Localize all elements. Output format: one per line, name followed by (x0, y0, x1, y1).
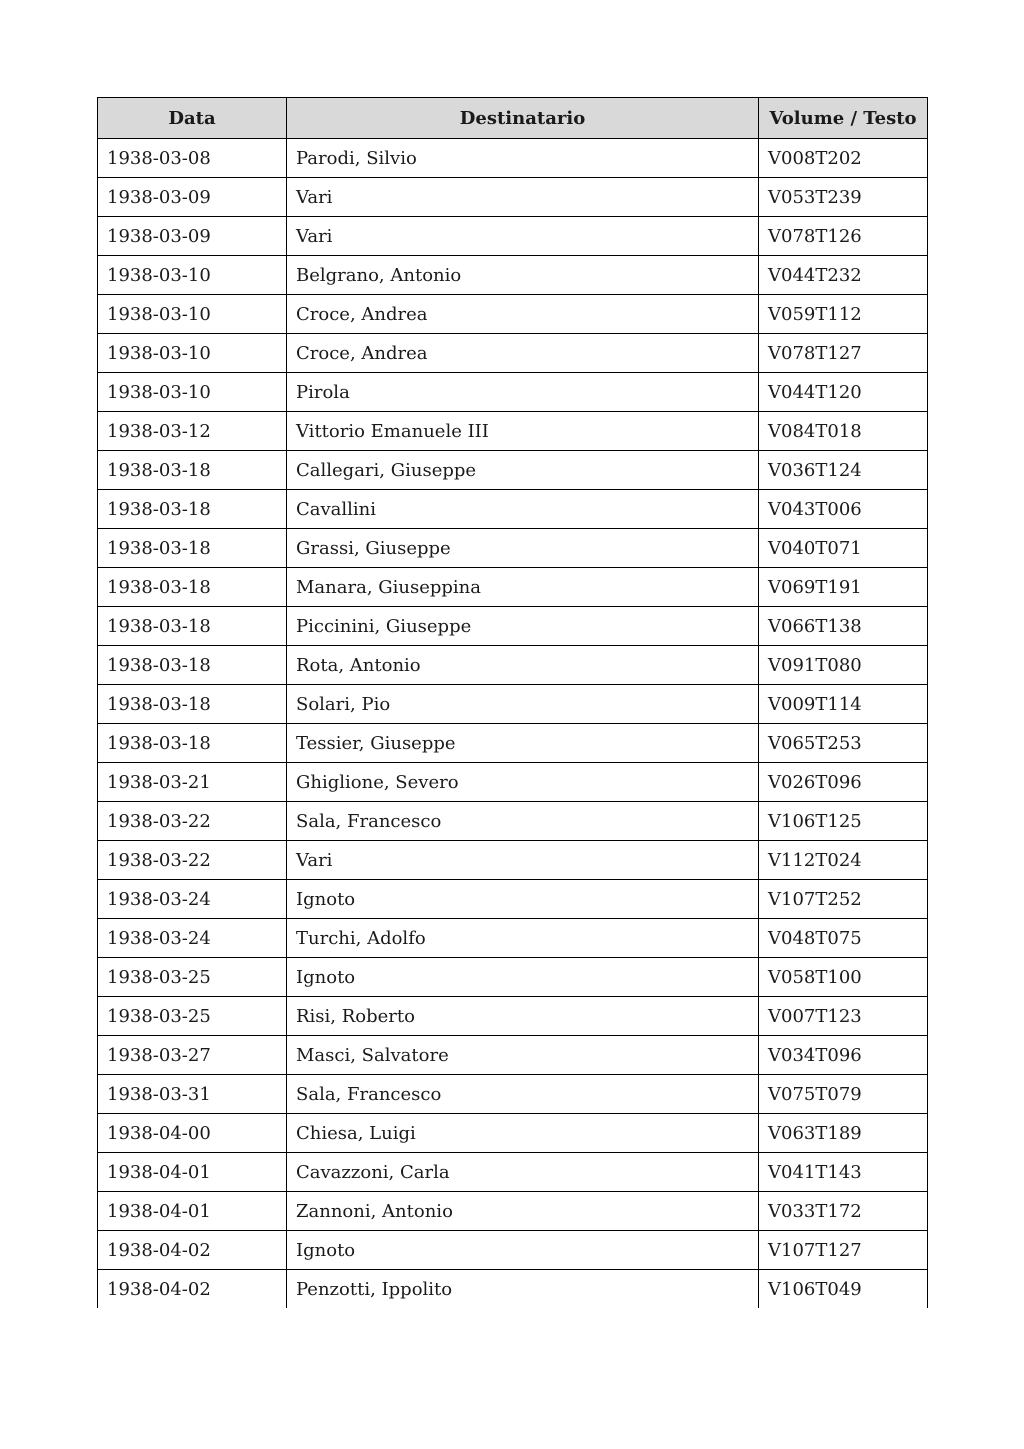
table-row (98, 1114, 928, 1153)
cell-date: 1938-03-18 (98, 607, 287, 646)
cell-destinatario: Vittorio Emanuele III (287, 412, 759, 451)
cell-volume-testo: V009T114 (759, 685, 928, 724)
cell-date: 1938-03-18 (98, 724, 287, 763)
cell-volume-testo: V008T202 (759, 139, 928, 178)
cell-date: 1938-04-02 (98, 1270, 287, 1309)
table-row (98, 139, 928, 178)
header-destinatario: Destinatario (287, 98, 759, 139)
cell-destinatario: Ignoto (287, 1231, 759, 1270)
cell-date: 1938-03-12 (98, 412, 287, 451)
cell-date: 1938-03-18 (98, 646, 287, 685)
cell-destinatario: Solari, Pio (287, 685, 759, 724)
letters-table (97, 97, 928, 1308)
table-header-row (98, 98, 928, 139)
cell-volume-testo: V040T071 (759, 529, 928, 568)
cell-date: 1938-03-31 (98, 1075, 287, 1114)
cell-date: 1938-03-18 (98, 490, 287, 529)
table-row (98, 997, 928, 1036)
cell-destinatario: Turchi, Adolfo (287, 919, 759, 958)
cell-destinatario: Croce, Andrea (287, 334, 759, 373)
cell-volume-testo: V107T252 (759, 880, 928, 919)
cell-destinatario: Risi, Roberto (287, 997, 759, 1036)
table-row (98, 724, 928, 763)
table-row (98, 1153, 928, 1192)
table-row (98, 646, 928, 685)
table-row (98, 763, 928, 802)
cell-volume-testo: V106T049 (759, 1270, 928, 1309)
cell-volume-testo: V078T126 (759, 217, 928, 256)
cell-volume-testo: V065T253 (759, 724, 928, 763)
cell-destinatario: Sala, Francesco (287, 802, 759, 841)
cell-destinatario: Ignoto (287, 958, 759, 997)
table-row (98, 568, 928, 607)
table-row (98, 412, 928, 451)
cell-volume-testo: V044T232 (759, 256, 928, 295)
table-row (98, 880, 928, 919)
table-row (98, 529, 928, 568)
cell-volume-testo: V107T127 (759, 1231, 928, 1270)
cell-date: 1938-03-18 (98, 451, 287, 490)
cell-volume-testo: V063T189 (759, 1114, 928, 1153)
table-row (98, 1036, 928, 1075)
cell-volume-testo: V053T239 (759, 178, 928, 217)
cell-destinatario: Ghiglione, Severo (287, 763, 759, 802)
letters-table-container (97, 97, 927, 1308)
cell-volume-testo: V036T124 (759, 451, 928, 490)
cell-volume-testo: V033T172 (759, 1192, 928, 1231)
cell-date: 1938-03-22 (98, 841, 287, 880)
cell-volume-testo: V069T191 (759, 568, 928, 607)
cell-volume-testo: V041T143 (759, 1153, 928, 1192)
cell-volume-testo: V043T006 (759, 490, 928, 529)
cell-destinatario: Cavallini (287, 490, 759, 529)
cell-destinatario: Manara, Giuseppina (287, 568, 759, 607)
cell-date: 1938-03-21 (98, 763, 287, 802)
cell-volume-testo: V066T138 (759, 607, 928, 646)
cell-destinatario: Masci, Salvatore (287, 1036, 759, 1075)
cell-date: 1938-03-18 (98, 568, 287, 607)
cell-volume-testo: V059T112 (759, 295, 928, 334)
cell-destinatario: Vari (287, 841, 759, 880)
cell-destinatario: Cavazzoni, Carla (287, 1153, 759, 1192)
cell-destinatario: Chiesa, Luigi (287, 1114, 759, 1153)
cell-volume-testo: V091T080 (759, 646, 928, 685)
cell-destinatario: Vari (287, 217, 759, 256)
table-row (98, 334, 928, 373)
table-row (98, 295, 928, 334)
cell-date: 1938-03-24 (98, 880, 287, 919)
cell-date: 1938-03-10 (98, 256, 287, 295)
table-row (98, 1075, 928, 1114)
table-row (98, 217, 928, 256)
cell-volume-testo: V112T024 (759, 841, 928, 880)
cell-date: 1938-03-18 (98, 529, 287, 568)
cell-destinatario: Callegari, Giuseppe (287, 451, 759, 490)
cell-date: 1938-03-08 (98, 139, 287, 178)
table-row (98, 685, 928, 724)
table-row (98, 802, 928, 841)
cell-date: 1938-03-18 (98, 685, 287, 724)
cell-destinatario: Piccinini, Giuseppe (287, 607, 759, 646)
cell-date: 1938-04-00 (98, 1114, 287, 1153)
table-row (98, 1270, 928, 1309)
cell-destinatario: Pirola (287, 373, 759, 412)
table-row (98, 373, 928, 412)
table-row (98, 1231, 928, 1270)
cell-destinatario: Grassi, Giuseppe (287, 529, 759, 568)
cell-volume-testo: V007T123 (759, 997, 928, 1036)
table-row (98, 178, 928, 217)
cell-destinatario: Tessier, Giuseppe (287, 724, 759, 763)
cell-date: 1938-04-01 (98, 1153, 287, 1192)
cell-volume-testo: V078T127 (759, 334, 928, 373)
table-row (98, 256, 928, 295)
cell-date: 1938-03-24 (98, 919, 287, 958)
header-data: Data (98, 98, 287, 139)
cell-volume-testo: V058T100 (759, 958, 928, 997)
cell-volume-testo: V084T018 (759, 412, 928, 451)
cell-destinatario: Ignoto (287, 880, 759, 919)
cell-volume-testo: V075T079 (759, 1075, 928, 1114)
cell-destinatario: Sala, Francesco (287, 1075, 759, 1114)
cell-destinatario: Penzotti, Ippolito (287, 1270, 759, 1309)
cell-date: 1938-04-02 (98, 1231, 287, 1270)
cell-date: 1938-03-22 (98, 802, 287, 841)
cell-destinatario: Rota, Antonio (287, 646, 759, 685)
cell-destinatario: Parodi, Silvio (287, 139, 759, 178)
cell-date: 1938-03-10 (98, 334, 287, 373)
cell-date: 1938-03-10 (98, 373, 287, 412)
cell-volume-testo: V034T096 (759, 1036, 928, 1075)
table-row (98, 958, 928, 997)
cell-volume-testo: V044T120 (759, 373, 928, 412)
cell-volume-testo: V026T096 (759, 763, 928, 802)
cell-destinatario: Vari (287, 178, 759, 217)
cell-date: 1938-03-10 (98, 295, 287, 334)
table-body (98, 139, 928, 1309)
table-row (98, 1192, 928, 1231)
cell-destinatario: Belgrano, Antonio (287, 256, 759, 295)
cell-date: 1938-03-25 (98, 997, 287, 1036)
cell-date: 1938-04-01 (98, 1192, 287, 1231)
cell-date: 1938-03-09 (98, 178, 287, 217)
cell-volume-testo: V106T125 (759, 802, 928, 841)
cell-date: 1938-03-27 (98, 1036, 287, 1075)
cell-date: 1938-03-09 (98, 217, 287, 256)
cell-destinatario: Zannoni, Antonio (287, 1192, 759, 1231)
header-volume-testo: Volume / Testo (759, 98, 928, 139)
cell-volume-testo: V048T075 (759, 919, 928, 958)
table-row (98, 841, 928, 880)
table-row (98, 919, 928, 958)
table-row (98, 490, 928, 529)
cell-date: 1938-03-25 (98, 958, 287, 997)
cell-destinatario: Croce, Andrea (287, 295, 759, 334)
table-row (98, 451, 928, 490)
table-row (98, 607, 928, 646)
